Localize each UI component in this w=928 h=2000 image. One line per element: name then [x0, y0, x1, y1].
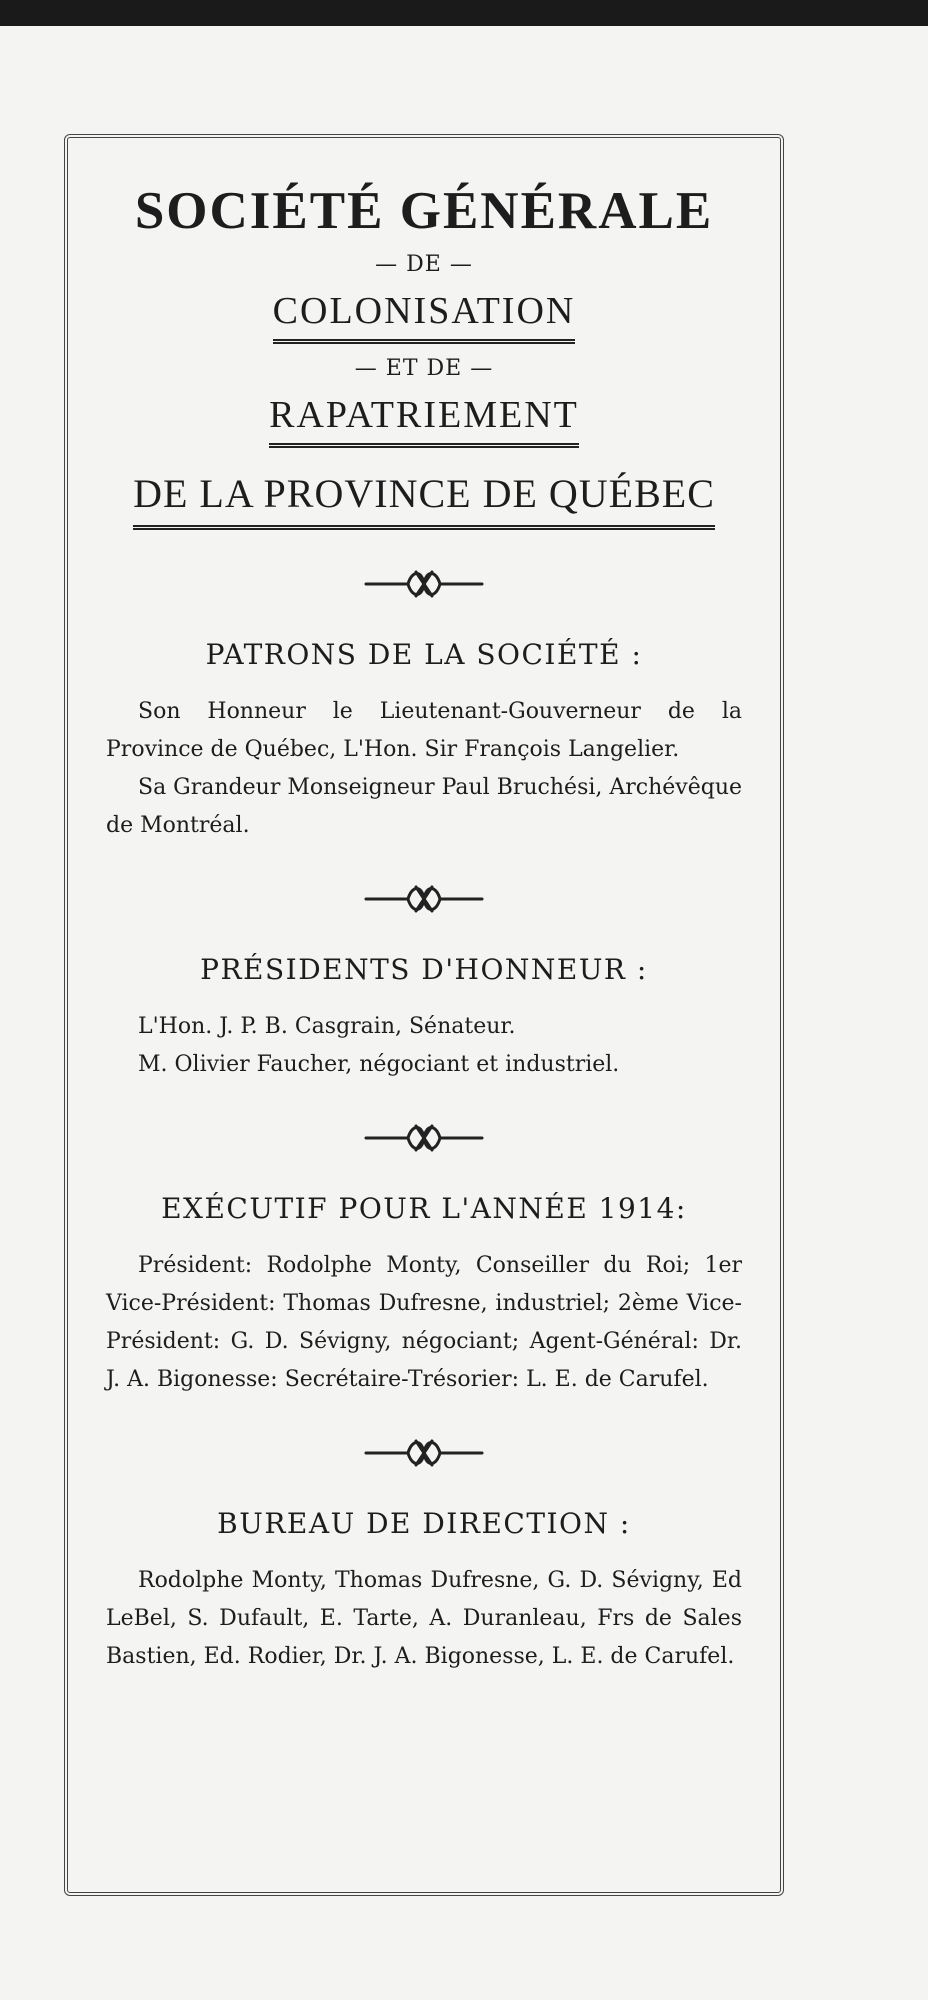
top-dark-strip [0, 0, 928, 26]
patrons-section [106, 638, 742, 845]
document-page [0, 26, 928, 2000]
heading-province: DE LA PROVINCE DE QUÉBEC [133, 470, 715, 530]
executif-section [106, 1192, 742, 1399]
fleuron-ornament-icon [364, 564, 484, 604]
fleuron-ornament-icon [364, 879, 484, 919]
patrons-paragraph-2: Sa Grandeur Monseigneur Paul Bruchési, Archévêque de Montréal. [106, 775, 743, 839]
bureau-paragraph: Rodolphe Monty, Thomas Dufresne, G. D. Sévigny, Ed LeBel, S. Dufault, E. Tarte, A. Duranleau, Frs de Sales Bastien, Ed. Rodier, Dr. J. A. Bigonesse, L. E. de Carufel. [106, 1568, 742, 1670]
bureau-heading: BUREAU DE DIRECTION : [217, 1507, 631, 1541]
president-line-1: L'Hon. J. P. B. Casgrain, Sénateur. [138, 1014, 516, 1040]
executif-heading: EXÉCUTIF POUR L'ANNÉE 1914: [161, 1192, 687, 1226]
executif-paragraph: Président: Rodolphe Monty, Conseiller du Roi; 1er Vice-Président: Thomas Dufresne, industriel; 2ème Vice-Président: G. D. Sévigny, négociant; Agent-Général: Dr. J. A. Bigonesse: Secrétaire-Trésorier: L. E. de Carufel. [106, 1253, 742, 1393]
connector-de: — DE — [375, 252, 473, 278]
president-line-2: M. Olivier Faucher, négociant et industriel. [138, 1052, 620, 1078]
fleuron-ornament-icon [364, 1433, 484, 1473]
page-title: SOCIÉTÉ GÉNÉRALE [134, 182, 714, 240]
patrons-paragraph-1: Son Honneur le Lieutenant-Gouverneur de la Province de Québec, L'Hon. Sir François Langelier. [106, 699, 742, 763]
heading-colonisation: COLONISATION [273, 289, 576, 344]
fleuron-ornament-icon [364, 1118, 484, 1158]
title-block [106, 182, 742, 530]
presidents-heading: PRÉSIDENTS D'HONNEUR : [200, 953, 648, 987]
connector-et-de: — ET DE — [354, 356, 494, 382]
presidents-section [106, 953, 742, 1084]
patrons-heading: PATRONS DE LA SOCIÉTÉ : [205, 638, 643, 672]
bureau-section [106, 1507, 742, 1676]
heading-rapatriement: RAPATRIEMENT [269, 393, 579, 448]
decorative-border-frame [64, 134, 784, 1896]
